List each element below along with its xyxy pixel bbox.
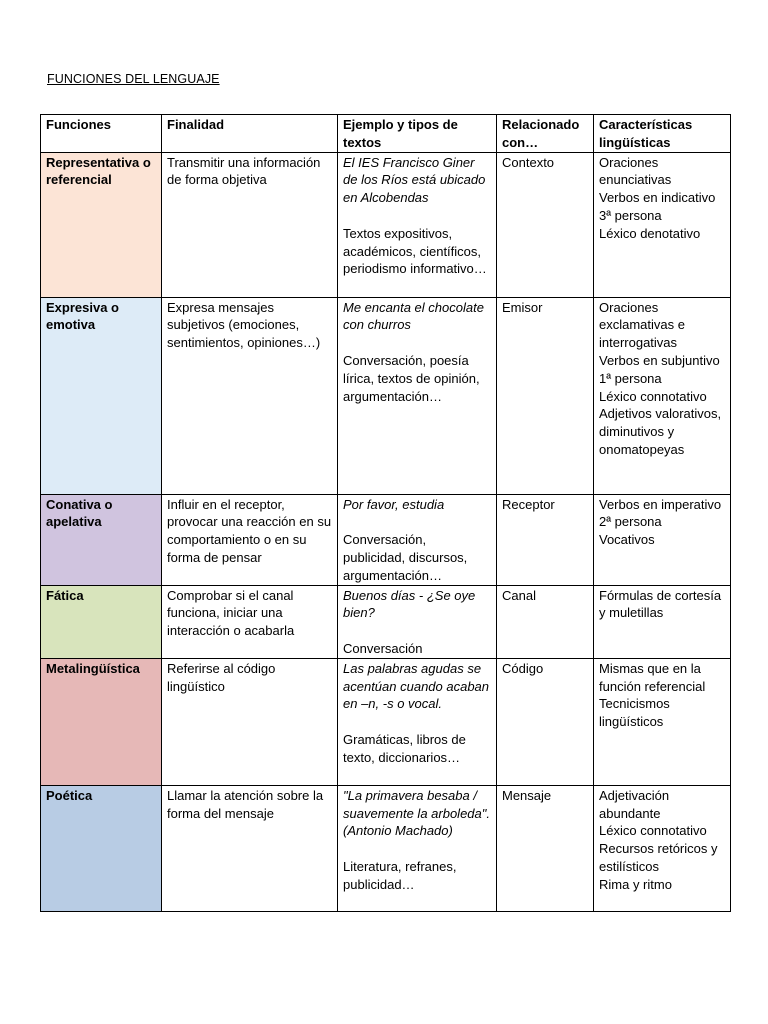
table-row bbox=[41, 152, 731, 297]
function-name-cell: Representativa o referencial bbox=[41, 152, 162, 297]
purpose-cell: Llamar la atención sobre la forma del mensaje bbox=[162, 785, 338, 911]
feature-item: 1ª persona bbox=[599, 370, 662, 386]
purpose-cell: Comprobar si el canal funciona, iniciar una interacción o acabarla bbox=[162, 585, 338, 658]
example-cell bbox=[338, 785, 497, 911]
features-cell bbox=[594, 785, 731, 911]
table-row bbox=[41, 785, 731, 911]
example-cell bbox=[338, 494, 497, 585]
example-phrase: Me encanta el chocolate con churros bbox=[343, 299, 484, 333]
purpose-cell: Transmitir una información de forma objetiva bbox=[162, 152, 338, 297]
feature-item: Oraciones exclamativas e interrogativas bbox=[599, 299, 685, 351]
table-row bbox=[41, 585, 731, 658]
feature-item: Léxico denotativo bbox=[599, 225, 701, 241]
related-cell: Mensaje bbox=[497, 785, 594, 911]
feature-item: Verbos en imperativo bbox=[599, 496, 722, 512]
example-text-types: Conversación, publicidad, discursos, argumentación… bbox=[343, 532, 468, 583]
function-name-cell: Fática bbox=[41, 585, 162, 658]
feature-item: Oraciones enunciativas bbox=[599, 154, 672, 188]
example-text-types: Gramáticas, libros de texto, diccionarios… bbox=[343, 731, 466, 765]
features-cell bbox=[594, 585, 731, 658]
language-functions-table bbox=[40, 114, 731, 912]
feature-item: Adjetivos valorativos, diminutivos y onomatopeyas bbox=[599, 406, 722, 457]
purpose-cell: Influir en el receptor, provocar una reacción en su comportamiento o en su forma de pensar bbox=[162, 494, 338, 585]
example-text-types: Literatura, refranes, publicidad… bbox=[343, 858, 457, 892]
feature-item: Verbos en indicativo bbox=[599, 190, 716, 206]
function-name-cell: Expresiva o emotiva bbox=[41, 297, 162, 494]
feature-item: 2ª persona bbox=[599, 514, 662, 530]
example-cell bbox=[338, 297, 497, 494]
example-phrase: Por favor, estudia bbox=[343, 496, 445, 512]
purpose-cell: Expresa mensajes subjetivos (emociones, sentimientos, opiniones…) bbox=[162, 297, 338, 494]
table-header-row bbox=[41, 115, 731, 153]
features-cell bbox=[594, 658, 731, 785]
table-row bbox=[41, 297, 731, 494]
feature-item: Recursos retóricos y estilísticos bbox=[599, 841, 718, 874]
example-cell bbox=[338, 658, 497, 785]
example-cell bbox=[338, 585, 497, 658]
example-text-types: Conversación bbox=[343, 640, 423, 656]
feature-item: Fórmulas de cortesía y muletillas bbox=[599, 587, 722, 621]
example-text-types: Conversación, poesía lírica, textos de opinión, argumentación… bbox=[343, 352, 480, 404]
feature-item: Léxico connotativo bbox=[599, 823, 707, 839]
example-phrase: "La primavera besaba / suavemente la arboleda". (Antonio Machado) bbox=[343, 787, 490, 839]
header-relacionado: Relacionado con… bbox=[497, 115, 594, 153]
document-title: FUNCIONES DEL LENGUAJE bbox=[47, 72, 220, 86]
feature-item: Léxico connotativo bbox=[599, 388, 707, 404]
related-cell: Emisor bbox=[497, 297, 594, 494]
function-name-cell: Metalingüística bbox=[41, 658, 162, 785]
example-phrase: Buenos días - ¿Se oye bien? bbox=[343, 587, 476, 621]
related-cell: Canal bbox=[497, 585, 594, 658]
feature-item: Vocativos bbox=[599, 532, 655, 548]
table-row bbox=[41, 658, 731, 785]
related-cell: Contexto bbox=[497, 152, 594, 297]
features-cell bbox=[594, 297, 731, 494]
example-phrase: El IES Francisco Giner de los Ríos está ubicado en Alcobendas bbox=[343, 154, 486, 206]
purpose-cell: Referirse al código lingüístico bbox=[162, 658, 338, 785]
function-name-cell: Poética bbox=[41, 785, 162, 911]
features-cell bbox=[594, 494, 731, 585]
feature-item: 3ª persona bbox=[599, 207, 662, 223]
related-cell: Receptor bbox=[497, 494, 594, 585]
example-cell bbox=[338, 152, 497, 297]
features-cell bbox=[594, 152, 731, 297]
feature-item: Mismas que en la función referencial bbox=[599, 660, 706, 694]
feature-item: Rima y ritmo bbox=[599, 876, 672, 892]
header-finalidad: Finalidad bbox=[162, 115, 338, 153]
table-row bbox=[41, 494, 731, 585]
function-name-cell: Conativa o apelativa bbox=[41, 494, 162, 585]
feature-item: Adjetivación abundante bbox=[599, 787, 670, 821]
related-cell: Código bbox=[497, 658, 594, 785]
header-ejemplo: Ejemplo y tipos de textos bbox=[338, 115, 497, 153]
feature-item: Verbos en subjuntivo bbox=[599, 352, 720, 368]
feature-item: Tecnicismos lingüísticos bbox=[599, 696, 670, 730]
header-funciones: Funciones bbox=[41, 115, 162, 153]
example-phrase: Las palabras agudas se acentúan cuando acaban en –n, -s o vocal. bbox=[343, 660, 490, 712]
example-text-types: Textos expositivos, académicos, científicos, periodismo informativo… bbox=[343, 225, 487, 277]
header-caracteristicas: Características lingüísticas bbox=[594, 115, 731, 153]
